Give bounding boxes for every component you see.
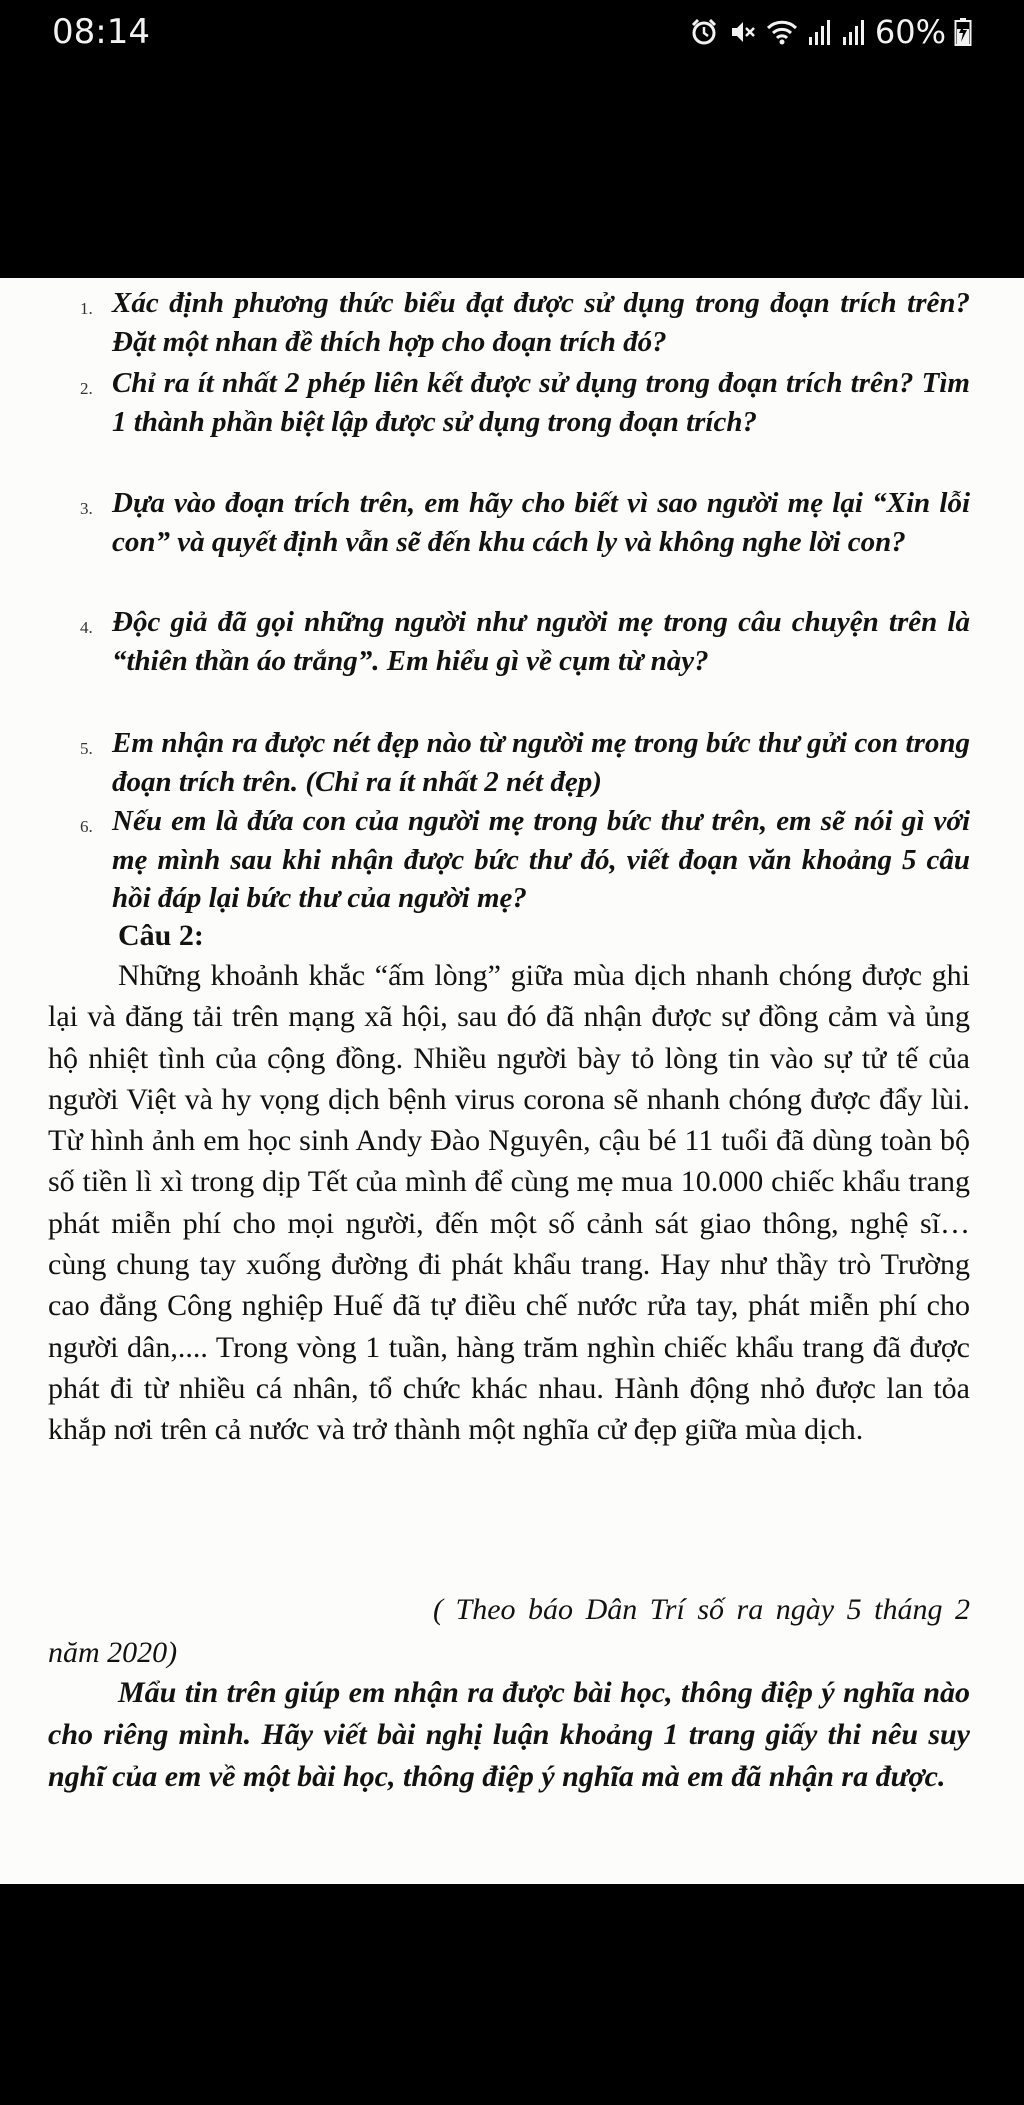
question-text: Dựa vào đoạn trích trên, em hãy cho biết vì sao người mẹ lại “Xin lỗi con” và quyết định vẫn sẽ đến khu cách ly và không nghe lời con?: [112, 487, 970, 558]
wifi-icon: [765, 17, 799, 47]
question-number: 2.: [80, 379, 93, 398]
battery-charging-icon: [954, 17, 972, 47]
status-icons: [689, 12, 972, 52]
question-number: 4.: [80, 618, 93, 637]
signal-icon: [841, 17, 867, 47]
question-item: [80, 724, 970, 801]
question-text: Chỉ ra ít nhất 2 phép liên kết được sử dụng trong đoạn trích trên? Tìm 1 thành phần biệt lập được sử dụng trong đoạn trích?: [112, 367, 970, 438]
question-item: [80, 802, 970, 918]
signal-icon: [807, 17, 833, 47]
passage-text: Những khoảnh khắc “ấm lòng” giữa mùa dịch nhanh chóng được ghi lại và đăng tải trên mạng xã hội, sau đó đã nhận được sự đồng cảm và ủng hộ nhiệt tình của cộng đồng. Nhiều người bày tỏ lòng tin vào sự tử tế của người Việt và hy vọng dịch bệnh virus corona sẽ nhanh chóng được đẩy lùi. Từ hình ảnh em học sinh Andy Đào Nguyên, cậu bé 11 tuổi đã dùng toàn bộ số tiền lì xì trong dịp Tết của mình để cùng mẹ mua 10.000 chiếc khẩu trang phát miễn phí cho mọi người, đến một số cảnh sát giao thông, nghệ sĩ… cùng chung tay xuống đường đi phát khẩu trang. Hay như thầy trò Trường cao đẳng Công nghiệp Huế đã tự điều chế nước rửa tay, phát miễn phí cho người dân,.... Trong vòng 1 tuần, hàng trăm nghìn chiếc khẩu trang đã được phát đi từ nhiều cá nhân, tổ chức khác nhau. Hành động nhỏ được lan tỏa khắp nơi trên cả nước và trở thành một nghĩa cử đẹp giữa mùa dịch.: [48, 959, 970, 1447]
question-number: 6.: [80, 817, 93, 836]
question-text: Xác định phương thức biểu đạt được sử dụng trong đoạn trích trên? Đặt một nhan đề thích hợp cho đoạn trích đó?: [112, 287, 970, 358]
question-number: 5.: [80, 739, 93, 758]
question-item: [80, 484, 970, 561]
status-time: 08:14: [52, 12, 150, 52]
status-bar: [0, 0, 1024, 64]
battery-percent: 60%: [874, 13, 946, 51]
question-text: Độc giả đã gọi những người như người mẹ trong câu chuyện trên là “thiên thần áo trắng”. Em hiểu gì về cụm từ này?: [112, 606, 970, 677]
source-citation: ( Theo báo Dân Trí số ra ngày 5 tháng 2 năm 2020): [48, 1593, 970, 1669]
question-item: [80, 364, 970, 441]
question-text: Em nhận ra được nét đẹp nào từ người mẹ trong bức thư gửi con trong đoạn trích trên. (Chỉ ra ít nhất 2 nét đẹp): [112, 727, 970, 798]
question-number: 3.: [80, 499, 93, 518]
question-text: Nếu em là đứa con của người mẹ trong bức thư trên, em sẽ nói gì với mẹ mình sau khi nhận được bức thư đó, viết đoạn văn khoảng 5 câu hồi đáp lại bức thư của người mẹ?: [112, 805, 970, 914]
document-page: [0, 278, 1024, 1884]
alarm-icon: [689, 17, 719, 47]
question-item: [80, 603, 970, 680]
assignment-prompt: Mẩu tin trên giúp em nhận ra được bài học, thông điệp ý nghĩa nào cho riêng mình. Hãy viết bài nghị luận khoảng 1 trang giấy thi nêu suy nghĩ của em về một bài học, thông điệp ý nghĩa mà em đã nhận ra được.: [48, 1676, 970, 1793]
question-item: [80, 284, 970, 361]
section-heading: Câu 2:: [118, 919, 204, 952]
mute-icon: [727, 17, 757, 47]
question-number: 1.: [80, 299, 93, 318]
